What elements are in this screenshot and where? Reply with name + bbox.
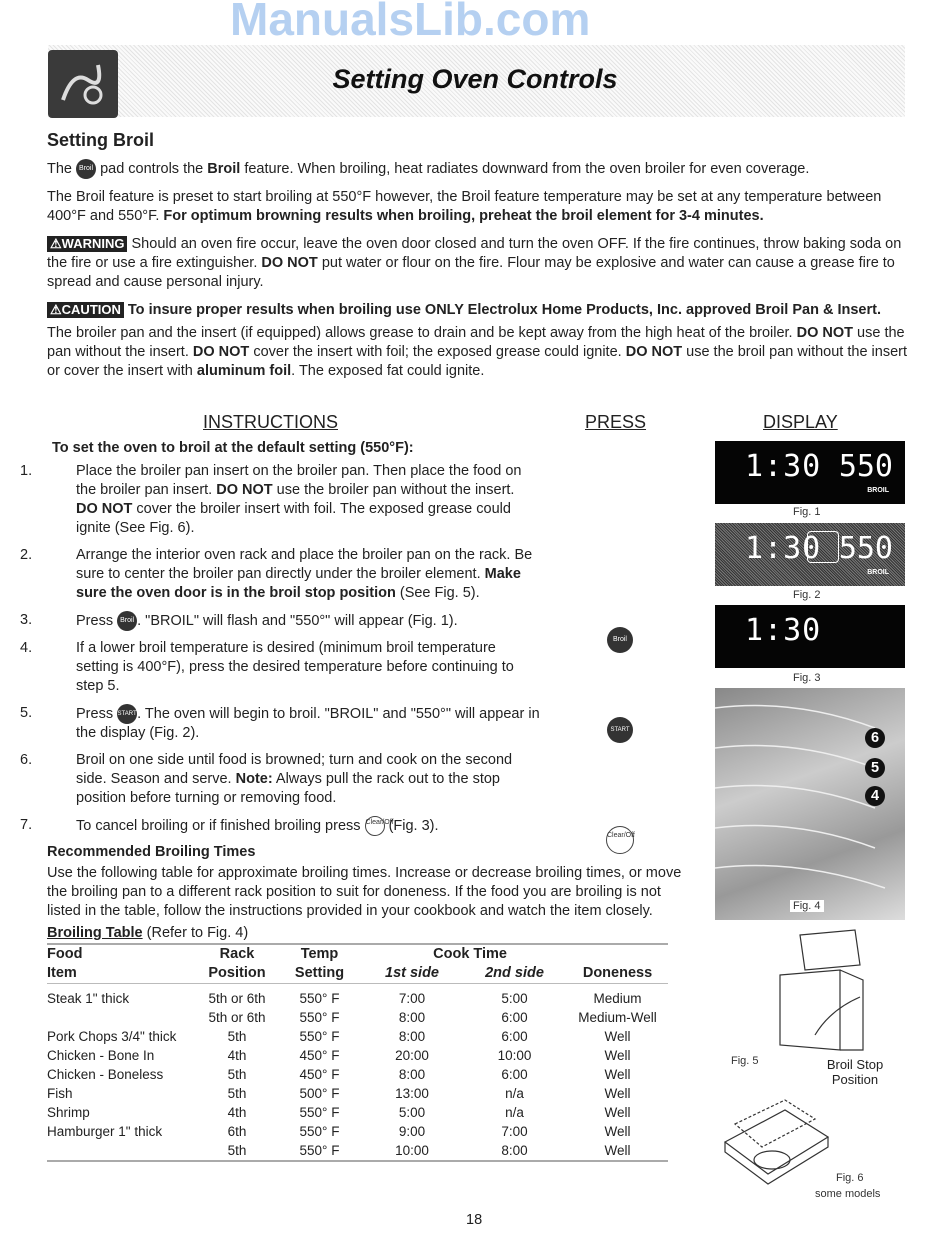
rack-4-marker: 4 (865, 786, 885, 806)
step-1: 1. Place the broiler pan insert on the broiler pan. Then place the food on the broiler pan insert. DO NOT use the broiler pan without the insert. DO NOT cover the broiler insert with foil. The exposed grease could ignite (See Fig. 6). (20, 463, 522, 536)
step-5: 5. Press START. The oven will begin to broil. "BROIL" and "550°" will appear in the display (Fig. 2). (20, 705, 540, 741)
table-row (47, 1065, 668, 1084)
table-cell: 500° F (299, 1085, 340, 1101)
step-3: 3. Press Broil . "BROIL" will flash and "550°" will appear (Fig. 1). (20, 611, 540, 631)
fig-6-caption: Fig. 6 (836, 1172, 864, 1184)
table-cell: n/a (505, 1104, 524, 1120)
table-cell: 7:00 (501, 1123, 528, 1139)
oven-icon-box (807, 531, 839, 563)
table-cell: Well (604, 1104, 631, 1120)
table-cell: 13:00 (395, 1085, 429, 1101)
table-cell: Chicken - Boneless (47, 1066, 164, 1082)
table-cell: 8:00 (398, 1009, 426, 1025)
table-cell: 10:00 (497, 1047, 532, 1063)
table-cell: 550° F (299, 1028, 340, 1044)
table-cell: 550° F (299, 1104, 340, 1120)
table-cell: Well (604, 1142, 631, 1158)
table-cell: 8:00 (501, 1142, 528, 1158)
table-cell: 550° F (299, 990, 340, 1006)
table-cell: 9:00 (398, 1123, 426, 1139)
display-fig-1: 1:30 550 BROIL (715, 441, 905, 504)
clear-off-pad-icon: Clear/Off (365, 816, 385, 836)
display-fig-2: 1:30 550 BROIL (715, 523, 905, 586)
table-cell: Steak 1" thick (47, 990, 130, 1006)
section-title: Setting Broil (47, 130, 154, 150)
preset-paragraph: The Broil feature is preset to start broiling at 550°F however, the Broil feature temperature may be set at any temperature between 400°F and 550°F. For optimum browning results when broiling, preheat the broil element for 3-4 minutes. (47, 189, 882, 224)
caution-badge: ⚠CAUTION (47, 302, 124, 318)
table-cell: 5th or 6th (208, 990, 266, 1006)
broil-pan-drawing (720, 1092, 830, 1202)
table-row (47, 1027, 668, 1046)
table-cell: Medium (593, 990, 642, 1006)
start-pad-icon: START (117, 704, 137, 724)
default-setting-subheading: To set the oven to broil at the default setting (550°F): (52, 440, 414, 456)
rack-5-marker: 5 (865, 758, 885, 778)
table-cell: 5th (227, 1028, 247, 1044)
fig-1-caption: Fig. 1 (793, 506, 821, 518)
table-cell: 4th (227, 1104, 247, 1120)
caution-paragraph: ⚠CAUTION To insure proper results when broiling use ONLY Electrolux Home Products, Inc. approved Broil Pan & Insert. (47, 301, 907, 320)
table-cell: 6:00 (501, 1009, 528, 1025)
press-clear-off-button[interactable]: Clear/Off (606, 826, 634, 854)
table-cell: 8:00 (398, 1066, 426, 1082)
table-row (47, 1122, 668, 1141)
page-title: Setting Oven Controls (332, 64, 618, 94)
broil-pad-icon: Broil (117, 611, 137, 631)
table-cell: 550° F (299, 1123, 340, 1139)
table-cell: Fish (47, 1085, 73, 1101)
table-row (47, 1103, 668, 1122)
table-cell: 5th or 6th (208, 1009, 266, 1025)
table-cell: Hamburger 1" thick (47, 1123, 163, 1139)
table-cell: Medium-Well (578, 1009, 657, 1025)
table-cell: 550° F (299, 1142, 340, 1158)
fig-2-caption: Fig. 2 (793, 589, 821, 601)
table-cell: Well (604, 1047, 631, 1063)
fig-3-caption: Fig. 3 (793, 672, 821, 684)
table-cell: 5:00 (398, 1104, 426, 1120)
table-cell: Well (604, 1085, 631, 1101)
table-row (47, 1084, 668, 1103)
recommended-text: Use the following table for approximate broiling times. Increase or decrease broiling times, or move the broiling pan to a different rack position to suit for doneness. If the food you are broiling is not listed in the table, follow the instructions provided in your cookbook and watch the item closely. (47, 865, 682, 919)
table-cell: Shrimp (47, 1104, 90, 1120)
broil-pad-icon: Broil (76, 159, 96, 179)
recommended-title: Recommended Broiling Times (47, 844, 256, 860)
oven-rack-photo (715, 688, 905, 920)
broiling-table-link: Broiling Table (47, 925, 143, 941)
table-cell: 450° F (299, 1047, 340, 1063)
display-fig-3: 1:30 (715, 605, 905, 668)
page-number: 18 (466, 1212, 483, 1228)
fig-4-caption: Fig. 4 (790, 900, 824, 912)
table-cell (47, 1141, 197, 1161)
table-cell: 6:00 (501, 1028, 528, 1044)
instructions-section (20, 440, 700, 1162)
table-cell: Well (604, 1123, 631, 1139)
display-heading: DISPLAY (763, 412, 838, 432)
table-cell: 5:00 (501, 990, 528, 1006)
step-7: 7. To cancel broiling or if finished broiling press Clear/Off (Fig. 3). (20, 816, 540, 836)
table-cell: 5th (227, 1085, 247, 1101)
table-cell: Pork Chops 3/4" thick (47, 1028, 177, 1044)
table-cell (47, 1008, 197, 1027)
table-cell: Well (604, 1028, 631, 1044)
table-cell: 450° F (299, 1066, 340, 1082)
step-6: 6. Broil on one side until food is browned; turn and cook on the second side. Season and serve. Note: Always pull the rack out to the stop position before turning or removing food. (20, 752, 513, 806)
table-cell: 5th (227, 1066, 247, 1082)
table-cell: 5th (227, 1142, 247, 1158)
press-broil-button[interactable]: Broil (607, 627, 633, 653)
intro-paragraph: The Broil pad controls the Broil feature. When broiling, heat radiates downward from the oven broiler for even coverage. (47, 159, 907, 179)
broil-stop-position-label: Broil Stop Position (826, 1057, 884, 1087)
table-cell: 550° F (299, 1009, 340, 1025)
watermark: ManualsLib.com (230, 0, 591, 45)
warning-paragraph: ⚠WARNING Should an oven fire occur, leave the oven door closed and turn the oven OFF. If the fire continues, throw baking soda on the fire or use a fire extinguisher. DO NOT put water or flour on the fire. Flour may be explosive and water can cause a grease fire to spread and cause personal injury. (47, 236, 902, 290)
table-cell: 7:00 (398, 990, 426, 1006)
instructions-heading: INSTRUCTIONS (203, 412, 338, 432)
table-row (47, 1046, 668, 1065)
fig-6-note: some models (815, 1188, 881, 1200)
press-start-button[interactable]: START (607, 717, 633, 743)
intro-section (47, 130, 907, 390)
rack-6-marker: 6 (865, 728, 885, 748)
table-cell: Chicken - Bone In (47, 1047, 155, 1063)
table-cell: 4th (227, 1047, 247, 1063)
table-cell: n/a (505, 1085, 524, 1101)
table-cell: 6th (227, 1123, 247, 1139)
warning-badge: ⚠WARNING (47, 236, 127, 252)
table-cell: Well (604, 1066, 631, 1082)
range-door-drawing (775, 925, 870, 1055)
table-cell: 6:00 (501, 1066, 528, 1082)
table-row (47, 984, 668, 1008)
broil-pan-paragraph: The broiler pan and the insert (if equipped) allows grease to drain and be kept away from the high heat of the broiler. DO NOT use the pan without the insert. DO NOT cover the insert with foil; the exposed grease could ignite. DO NOT use the broil pan without the insert or cover the insert with aluminum foil. The exposed fat could ignite. (47, 325, 907, 379)
step-4: 4. If a lower broil temperature is desired (minimum broil temperature setting is 400°F), press the desired temperature before continuing to step 5. (20, 640, 514, 694)
table-cell: 10:00 (395, 1142, 429, 1158)
step-2: 2. Arrange the interior oven rack and place the broiler pan on the rack. Be sure to center the broiler pan directly under the broiler element. Make sure the oven door is in the broil stop position (See Fig. 5). (20, 547, 533, 601)
broiling-table: Food Rack Temp Cook Time Item Position Setting 1st side 2nd side Doneness Steak 1" thick 5th or 6th 550° F 7:00 5:00 Medium 5th or 6th 550° F 8:00 6:00 Medium-Well Pork Chops 3/4" thick 5th 550° F 8:00 6:00 Well Chicken - Bone In 4th 450° F 20:00 10:00 Well Chicken - Boneless 5th 450° F 8:00 6:00 Well Fish 5th 500° F 13:00 n/a Well Shrimp 4th 550° F 5:00 n/a Well Hamburger 1" thick 6th 550° F 9:00 7:00 Well 5th 550° F 10:00 8:00 Well (47, 943, 668, 1162)
table-cell: 20:00 (395, 1047, 429, 1063)
broiling-table-reference: Broiling Table (Refer to Fig. 4) (47, 925, 249, 941)
table-cell: 8:00 (398, 1028, 426, 1044)
table-row (47, 1008, 668, 1027)
fig-5-caption: Fig. 5 (731, 1055, 759, 1067)
table-row (47, 1141, 668, 1161)
press-heading: PRESS (585, 412, 647, 432)
